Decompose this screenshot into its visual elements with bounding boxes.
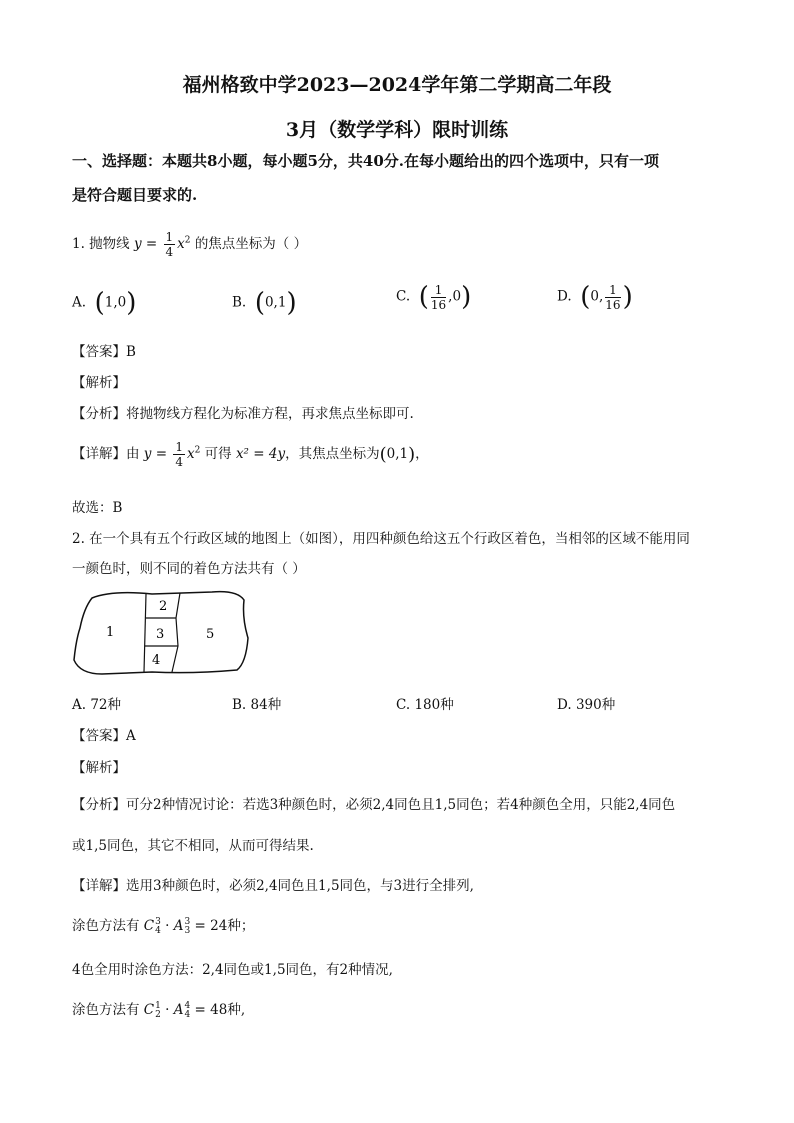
- q2-detail-line-4: 涂色方法有 C 1 2 · A 4 4 = 48种,: [72, 1000, 246, 1020]
- q1-option-d: D. (0, $\frac{1}{16}$ ): [557, 282, 633, 312]
- q2-fenxi-line-2: 或1,5同色，其它不相同，从而可得结果.: [72, 838, 314, 854]
- map-label-1: 1: [106, 625, 115, 640]
- q1-analysis-tag: 【解析】: [72, 375, 126, 391]
- q1-prefix: 1. 抛物线: [72, 236, 130, 252]
- q2-region-map: [72, 588, 252, 678]
- map-divider-2: [172, 593, 180, 672]
- q2-option-b: B. 84种: [232, 697, 282, 713]
- q1-eq-x: x: [177, 236, 185, 252]
- q1-eq-sign: =: [145, 236, 158, 252]
- q2-answer: 【答案】A: [72, 728, 136, 744]
- q2-option-a: A. 72种: [72, 697, 122, 713]
- title-line-1: 福州格致中学2023—2024学年第二学期高二年段: [182, 74, 612, 96]
- q2-analysis-tag: 【解析】: [72, 760, 126, 776]
- q1-fenxi: 【分析】将抛物线方程化为标准方程，再求焦点坐标即可.: [72, 406, 414, 422]
- map-divider-1: [144, 594, 146, 672]
- section-heading-line-2: 是符合题目要求的.: [72, 186, 198, 204]
- q1-option-b: B. (0,1): [232, 288, 297, 318]
- q2-detail-line-2: 涂色方法有 C 3 4 · A 3 3 = 24种；: [72, 916, 255, 936]
- title-line-2: 3月（数学学科）限时训练: [285, 119, 509, 141]
- map-label-2: 2: [159, 599, 168, 614]
- q1-option-a: A. (1,0): [72, 288, 137, 318]
- q1-detail: 【详解】由 y = $\frac{1}{4}$ $x^2$ 可得 x² = 4y，其焦点坐标为(0,1)，: [72, 440, 429, 469]
- q1-stem: [72, 230, 307, 259]
- q1-answer: 【答案】B: [72, 344, 136, 360]
- q2-detail-line-1: 【详解】选用3种颜色时，必须2,4同色且1,5同色，与3进行全排列,: [72, 878, 474, 894]
- q2-option-d: D. 390种: [557, 697, 616, 713]
- q2-detail-line-3: 4色全用时涂色方法：2,4同色或1,5同色，有2种情况,: [72, 962, 393, 978]
- q1-option-c: C. ( $\frac{1}{16}$ ,0): [396, 282, 472, 312]
- q1-fraction: $\frac{1}{4}$: [165, 230, 174, 259]
- map-label-3: 3: [156, 627, 165, 642]
- section-heading-line-1: 一、选择题：本题共8小题，每小题5分，共40分.在每小题给出的四个选项中，只有一项: [72, 152, 659, 170]
- map-label-4: 4: [152, 653, 161, 668]
- q1-eq-y: y: [133, 236, 142, 252]
- q2-fenxi-line-1: 【分析】可分2种情况讨论：若选3种颜色时，必须2,4同色且1,5同色；若4种颜色全用，只能2,4同色: [72, 797, 676, 813]
- q2-stem-line-2: 一颜色时，则不同的着色方法共有（ ）: [72, 561, 306, 577]
- q2-option-c: C. 180种: [396, 697, 454, 713]
- map-label-5: 5: [206, 627, 215, 642]
- q1-eq-exp: 2: [184, 235, 191, 246]
- q1-suffix: 的焦点坐标为（ ）: [194, 236, 308, 252]
- q2-stem-line-1: 2. 在一个具有五个行政区域的地图上（如图），用四种颜色给这五个行政区着色，当相邻的区域不能用同: [72, 531, 690, 547]
- q1-conclusion: 故选：B: [72, 500, 123, 516]
